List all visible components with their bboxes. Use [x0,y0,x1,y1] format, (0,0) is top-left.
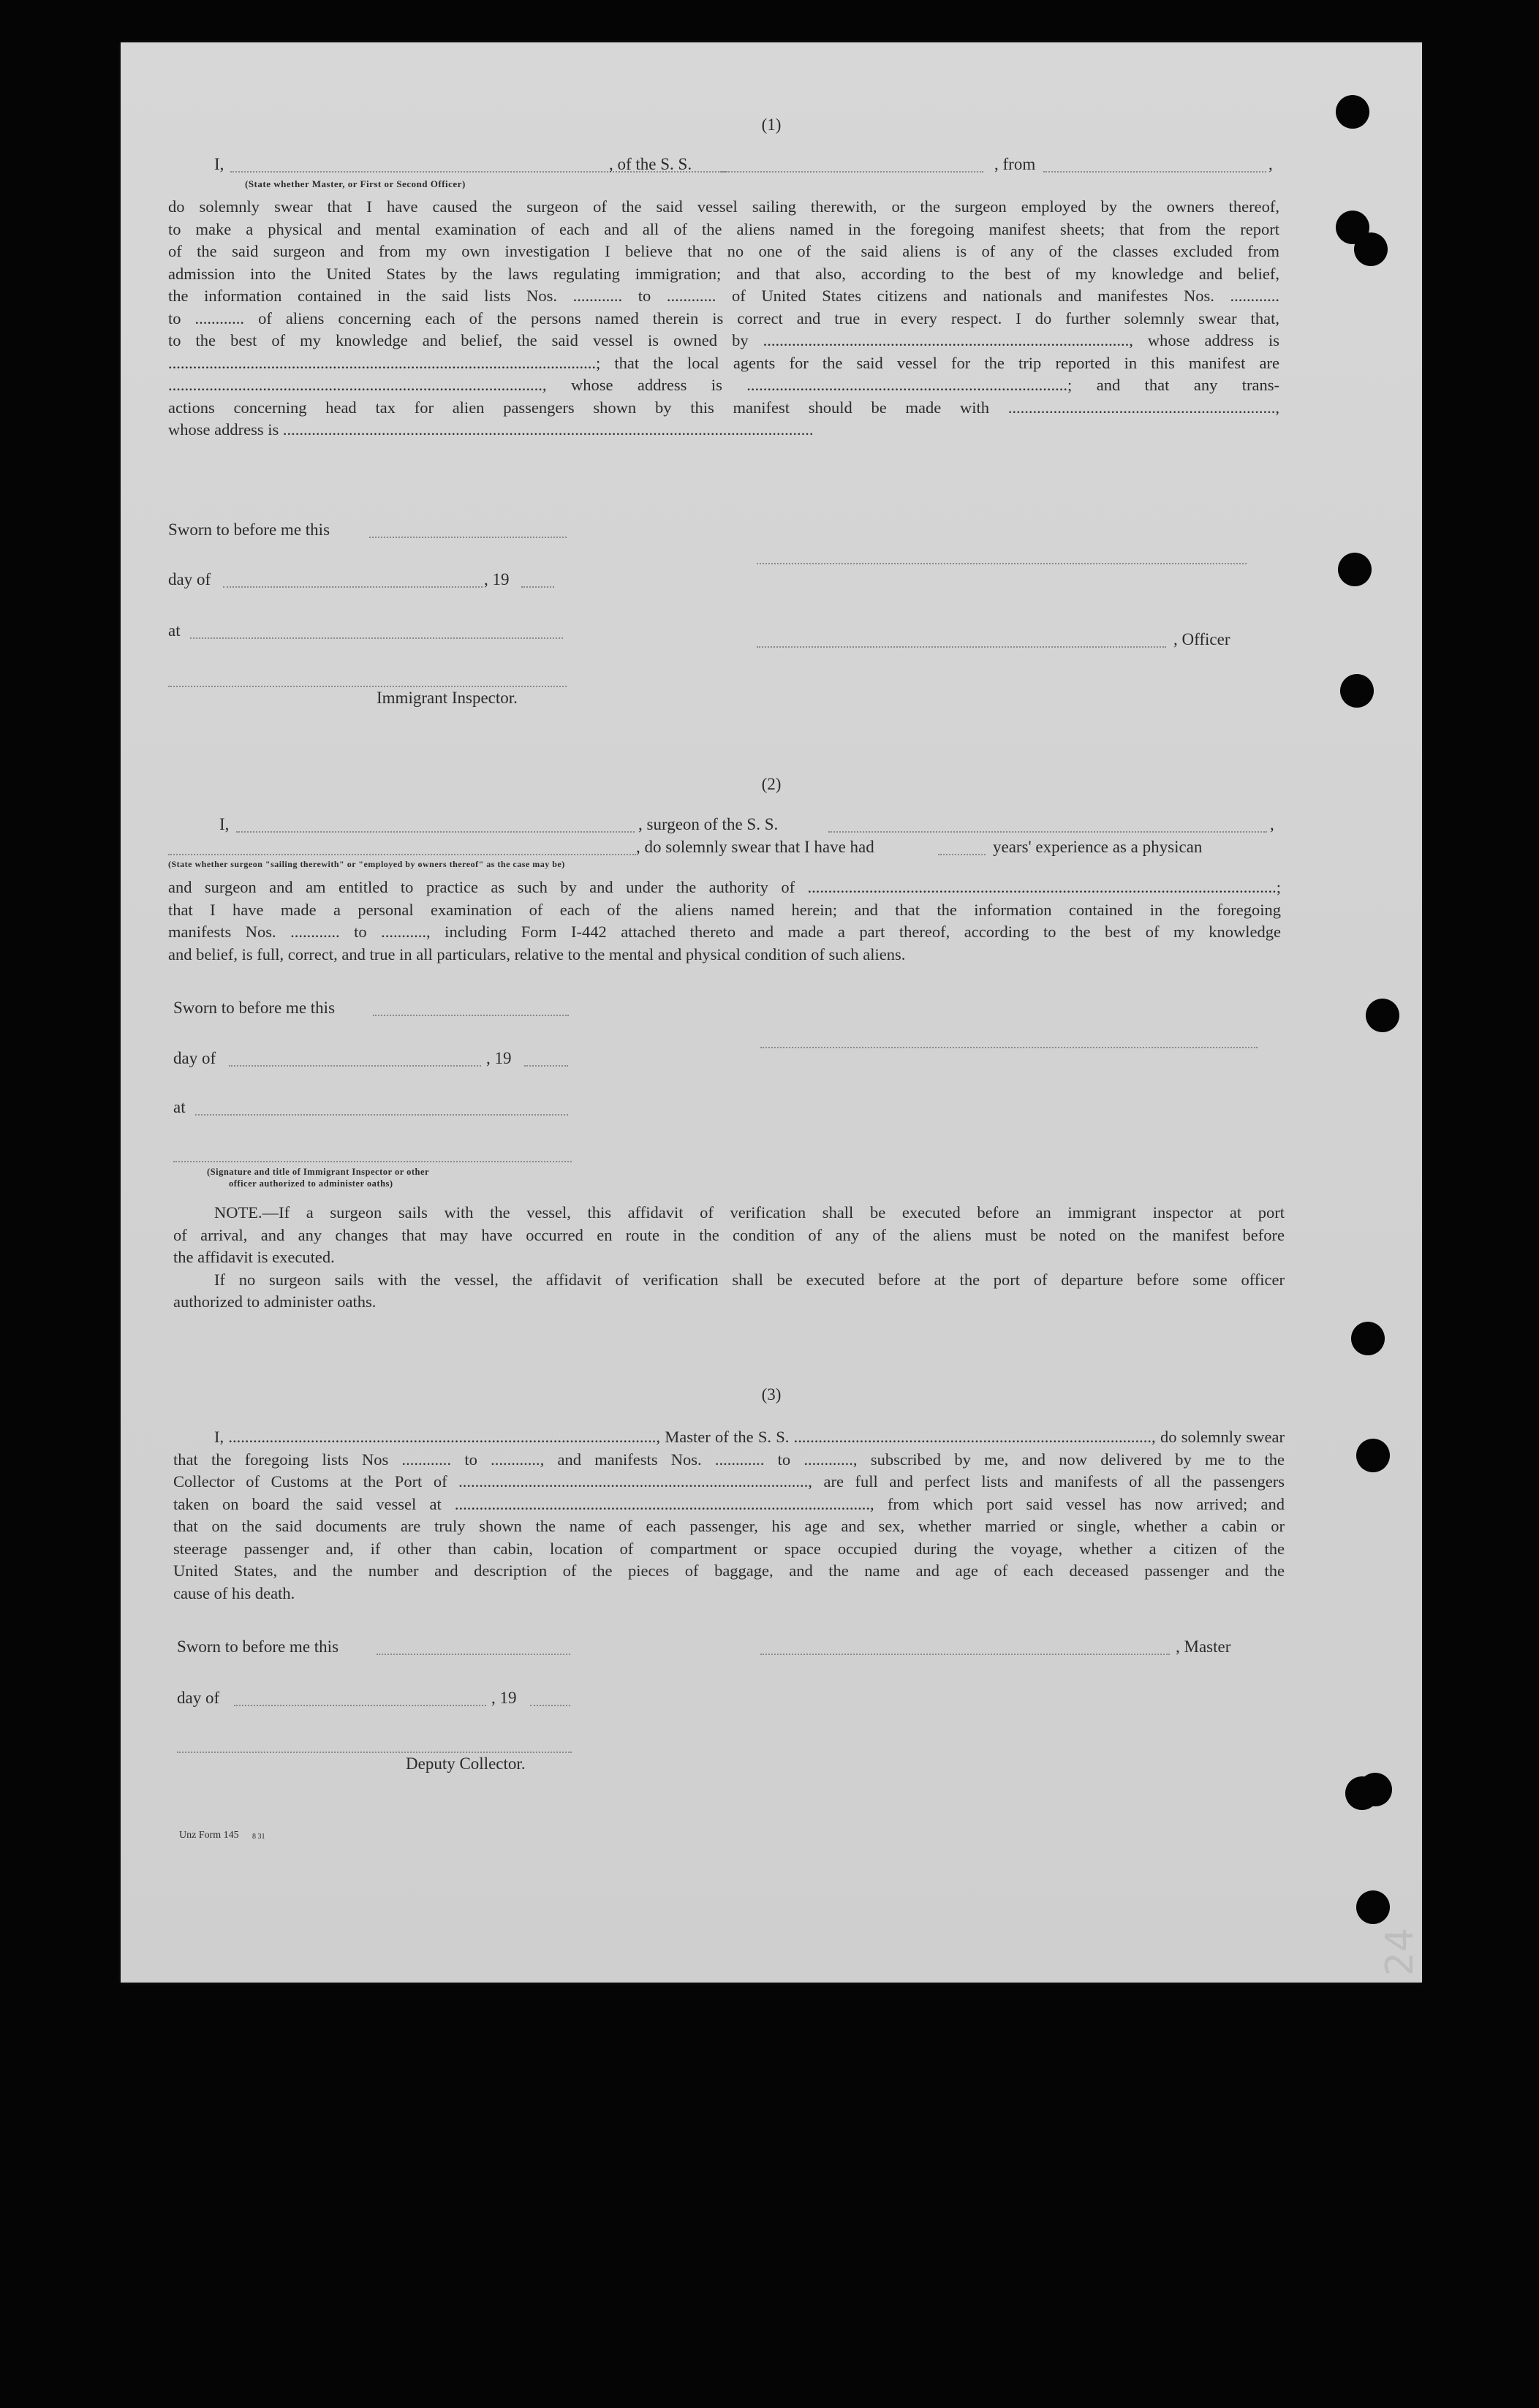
section-3-oath-paragraph [173,1426,1285,1605]
section-2-surgeon-of: , surgeon of the S. S. [638,815,779,833]
section-2-surgeon-note: (State whether surgeon "sailing therewith" or "employed by owners thereof" as the case may be) [168,859,565,869]
section-1-at-field [190,637,563,639]
section-1-nineteen: , 19 [484,570,510,588]
section-1-line: whose address is ................................................................................................................................. [168,420,814,439]
section-3-line: cause of his death. [173,1583,295,1602]
section-3-nineteen: , 19 [491,1689,517,1707]
manifest-affidavit-page [121,42,1422,1983]
section-1-line: ..........................................................................................., whose address is ..............................................................................; and that any trans- [168,376,1279,394]
section-3-line: steerage passenger and, if other than cabin, location of compartment or space occupied during the voyage, whether a citizen of the [173,1539,1285,1558]
section-1-at: at [168,621,181,640]
section-2-day-field [229,1065,481,1067]
section-2-solemnly: , do solemnly swear that I have had [636,838,874,856]
section-3-day-of: day of [177,1689,220,1707]
note-line: of arrival, and any changes that may have occurred en route in the condition of any of the aliens must be noted on the manifest before [173,1225,1285,1244]
section-3-year-field [530,1705,570,1706]
section-2-line: and surgeon and am entitled to practice as such by and under the authority of ..................................................................................................................; [168,878,1281,896]
section-2-signature-line [760,1047,1258,1048]
section-2-year-field [524,1065,568,1067]
note-line: NOTE.—If a surgeon sails with the vessel, this affidavit of verification shall be executed before an immigrant inspector at port [214,1203,1285,1222]
section-1-officer-note: (State whether Master, or First or Second Officer) [245,178,466,189]
section-3-master-line [760,1654,1170,1655]
section-1-line: to the best of my knowledge and belief, the said vessel is owned by ........................................................................................., whose address is [168,331,1279,349]
section-1-oath-paragraph [168,196,1279,442]
section-1-year-field [521,586,554,588]
section-1-day-of: day of [168,570,211,588]
section-1-line: admission into the United States by the laws regulating immigration; and that also, according to the best of my knowledge and belief, [168,264,1279,283]
section-1-sworn: Sworn to before me this [168,520,330,539]
section-1-line: do solemnly swear that I have caused the surgeon of the said vessel sailing therewith, or the surgeon employed by the owners thereof, [168,197,1279,216]
page-number-handwritten: 24 [1378,1927,1423,1977]
section-1-line: actions concerning head tax for alien passengers shown by this manifest should be made with ................................................................., [168,398,1279,417]
punch-hole [1338,553,1372,586]
section-2-at: at [173,1098,186,1116]
section-2-vessel-field [828,831,1267,833]
section-1-officer-label: , Officer [1173,630,1230,648]
surgeon-name-field [236,831,635,833]
punch-hole [1366,999,1399,1032]
section-3-number: (3) [761,1385,782,1404]
section-2-line: manifests Nos. ............ to ..........., including Form I-442 attached thereto and made a part thereof, according to the best of my knowledge [168,923,1281,941]
section-1-signature-line [757,563,1247,564]
punch-hole [1336,95,1369,129]
note-line: authorized to administer oaths. [173,1292,377,1311]
section-2-end-comma: , [1270,815,1274,833]
section-2-inspector-line [173,1161,572,1162]
section-1-end-comma: , [1268,155,1273,173]
section-1-from: , from [994,155,1036,173]
section-1-line: of the said surgeon and from my own investigation I believe that no one of the said aliens is of any of the classes excluded from [168,242,1279,260]
section-1-line: to ............ of aliens concerning each of the persons named therein is correct and true in every respect. I do further solemnly swear that, [168,308,1279,327]
section-1-line: the information contained in the said lists Nos. ............ to ............ of United States citizens and nationals and manifestes Nos. ............ [168,287,1279,305]
section-3-deputy-label: Deputy Collector. [406,1754,526,1773]
section-2-number: (2) [761,775,782,793]
punch-hole [1354,232,1388,266]
note-line: If no surgeon sails with the vessel, the affidavit of verification shall be executed before at the port of departure before some officer [214,1270,1285,1289]
form-code: 8 31 [252,1833,265,1841]
section-2-note-paragraph [173,1202,1285,1314]
section-1-day-field [223,586,483,588]
section-2-line: that I have made a personal examination of each of the aliens named herein; and that the information contained in the foregoing [168,900,1281,919]
form-number: Unz Form 145 [179,1830,239,1841]
surgeon-status-field [168,854,636,855]
punch-hole [1340,674,1374,708]
section-2-sworn-field [373,1015,569,1016]
section-1-officer-line [757,646,1166,648]
vessel-name-field [720,171,983,173]
section-1-of-ss: , of the S. S. [609,155,692,173]
years-experience-field [938,854,986,855]
section-1-number: (1) [761,116,782,134]
section-2-at-field [195,1114,568,1116]
section-2-line: and belief, is full, correct, and true in all particulars, relative to the mental and physical condition of such aliens. [168,944,906,963]
section-2-signature-note-2: officer authorized to administer oaths) [229,1178,393,1189]
section-1-i: I, [214,155,224,173]
section-1-sworn-field [369,537,567,538]
section-3-line: Collector of Customs at the Port of ....................................................................................., are full and perfect lists and manifests of all the passengers [173,1472,1285,1491]
punch-hole [1356,1439,1390,1472]
punch-hole [1356,1890,1390,1924]
section-3-master-label: , Master [1176,1637,1231,1656]
note-line: the affidavit is executed. [173,1248,335,1266]
section-3-sworn: Sworn to before me this [177,1637,339,1656]
section-2-oath-paragraph [168,877,1281,966]
section-3-day-field [234,1705,486,1706]
section-2-signature-note-1: (Signature and title of Immigrant Inspector or other [207,1167,430,1177]
section-2-nineteen: , 19 [486,1049,512,1067]
section-1-inspector-label: Immigrant Inspector. [377,689,518,707]
section-2-years: years' experience as a physican [993,838,1203,856]
section-1-line: ........................................................................................................; that the local agents for the said vessel for the trip reported in this manifest are [168,353,1279,372]
section-3-line: United States, and the number and description of the pieces of baggage, and the name and age of each deceased passenger and the [173,1561,1285,1580]
section-3-sworn-field [377,1654,570,1655]
section-3-line: that the foregoing lists Nos ............ to ............, and manifests Nos. ............ to ............, subscribed by me, and now delivered by me to the [173,1450,1285,1469]
section-3-line: taken on board the said vessel at ....................................................................................................., from which port said vessel has now arrived; and [173,1494,1285,1513]
punch-hole [1345,1776,1379,1810]
section-1-line: to make a physical and mental examination of each and all of the aliens named in the foregoing manifest sheets; that from the report [168,219,1279,238]
section-3-line: that on the said documents are truly shown the name of each passenger, his age and sex, whether married or single, whether a cabin or [173,1517,1285,1535]
punch-hole [1351,1322,1385,1355]
section-3-line: I, ........................................................................................................, Master of the S. S. ......................................................................................., do solemnly swear [214,1428,1285,1446]
section-2-i: I, [219,815,230,833]
section-2-day-of: day of [173,1049,216,1067]
section-2-sworn: Sworn to before me this [173,999,336,1017]
from-port-field [1043,171,1266,173]
